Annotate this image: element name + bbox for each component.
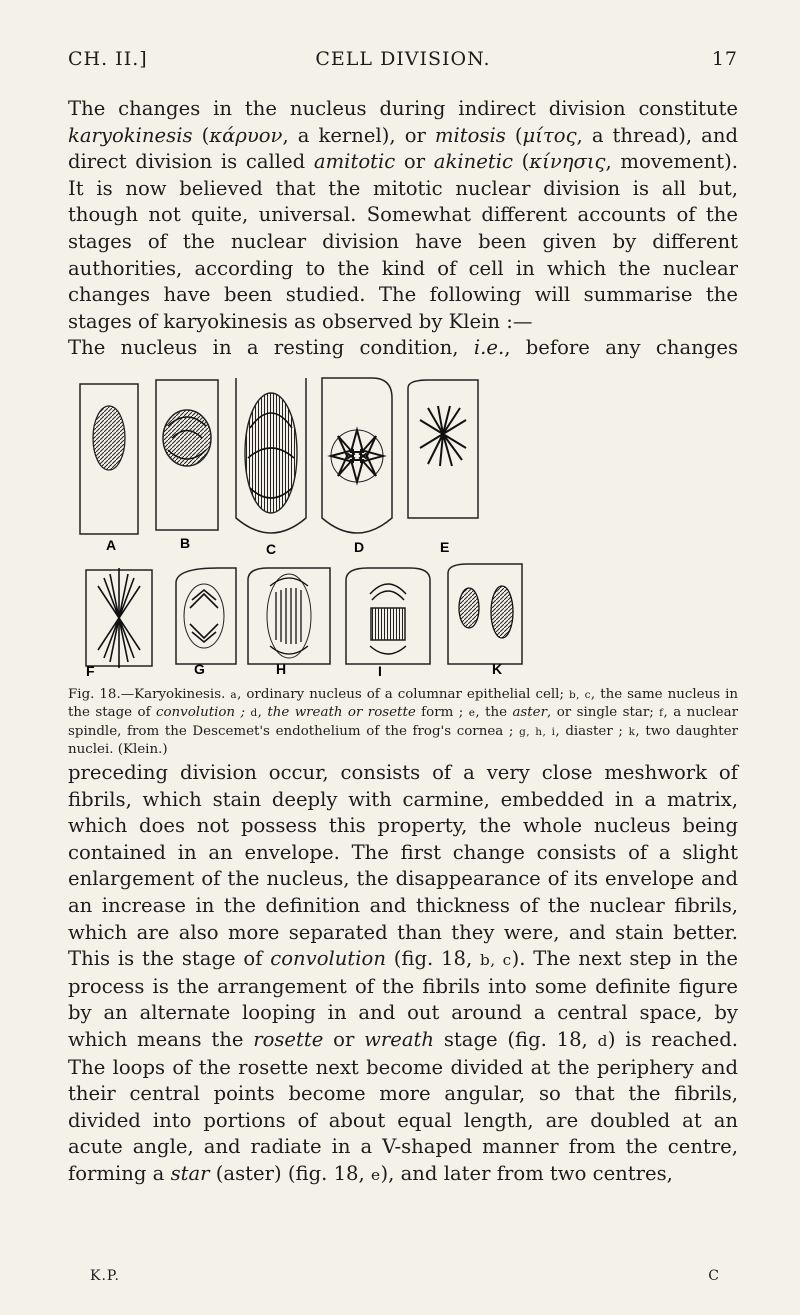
label-e: E bbox=[440, 539, 450, 555]
cell-g bbox=[176, 568, 236, 664]
label-i: I bbox=[378, 663, 382, 678]
cell-d bbox=[322, 378, 392, 533]
cell-e bbox=[408, 380, 478, 518]
cell-a bbox=[80, 384, 138, 534]
running-title: CELL DIVISION. bbox=[315, 48, 491, 70]
page-footer bbox=[90, 1268, 720, 1288]
paragraph-stages: preceding division occur, consists of a very close meshwork of fibrils, which stain deeply with carmine, embedded in a matrix, which does not possess this property, the whole nucleus being contained in an envelope. The first change consists of a slight enlargement of the nucleus, the disappearance of its envelope and an increase in the definition and thickness of the nuclear fibrils, which are also more separated than they were, and stain better. This is the stage of convolution (fig. 18, b, c). The next step in the process is the arrangement of the fibrils into some definite figure by an alternate looping in and out around a central space, by which means the rosette or wreath stage (fig. 18, d) is reached. The loops of the rosette next become divided at the periphery and their central points become more angular, so that the fibrils, divided into portions of about equal length, are doubled at an acute angle, and radiate in a V-shaped manner from the centre, forming a star (aster) (fig. 18, e), and later from two centres, bbox=[68, 761, 738, 1185]
label-f: F bbox=[86, 663, 95, 678]
figure-caption: Fig. 18.—Karyokinesis. a, ordinary nucleus of a columnar epithelial cell; b, c, the same nucleus in the stage of convolution ; d, the wreath or rosette form ; e, the aster, or single star; f, a nuclear spindle, from the Descemet's endothelium of the frog's cornea ; g, h, i, diaster ; k, two daughter nuclei. (Klein.) bbox=[68, 687, 738, 758]
label-b: B bbox=[180, 535, 191, 551]
term-amitotic: amitotic bbox=[313, 150, 396, 174]
label-k: K bbox=[492, 661, 503, 677]
running-header bbox=[68, 48, 738, 78]
term-akinetic: akinetic bbox=[433, 150, 513, 174]
greek-kinesis: κίνησις bbox=[529, 150, 606, 174]
label-c: C bbox=[266, 541, 277, 557]
term-convolution: convolution bbox=[270, 947, 386, 971]
signature-mark: K.P. bbox=[90, 1268, 120, 1284]
cell-b bbox=[156, 380, 218, 530]
chapter-marker: CH. II.] bbox=[68, 48, 148, 70]
term-wreath: wreath bbox=[364, 1027, 435, 1051]
cell-f bbox=[86, 568, 152, 668]
label-a: A bbox=[106, 537, 117, 553]
cell-k bbox=[448, 564, 522, 664]
figure-18-karyokinesis bbox=[68, 368, 738, 678]
term-karyokinesis: karyokinesis bbox=[68, 123, 193, 147]
cell-c bbox=[236, 378, 306, 533]
greek-mitos: μίτος bbox=[522, 123, 577, 147]
cell-i bbox=[346, 568, 430, 664]
label-g: G bbox=[194, 661, 205, 677]
term-rosette: rosette bbox=[253, 1027, 324, 1051]
gathering-letter: C bbox=[708, 1268, 720, 1284]
paragraph-karyokinesis-intro: The changes in the nucleus during indirect division constitute karyokinesis (κάρυον, a kernel), or mitosis (μίτος, a thread), and direct division is called amitotic or akinetic (κίνησις, movement). It is now believed that the mitotic nuclear division is all but, though not quite, universal. Somewhat different accounts of the stages of the nuclear division have been given by different authorities, according to the kind of cell in which the nuclear changes have been studied. The following will summarise the stages of karyokinesis as observed by Klein :— The nucleus in a resting condition, i.e., before any changes bbox=[68, 97, 738, 360]
term-star: star bbox=[170, 1161, 210, 1185]
abbrev-ie: i.e. bbox=[473, 336, 505, 360]
cell-h bbox=[248, 568, 330, 664]
label-h: H bbox=[276, 661, 287, 677]
page-number: 17 bbox=[711, 48, 738, 70]
term-mitosis: mitosis bbox=[434, 123, 506, 147]
greek-karyon: κάρυον bbox=[209, 123, 283, 147]
label-d: D bbox=[354, 539, 365, 555]
